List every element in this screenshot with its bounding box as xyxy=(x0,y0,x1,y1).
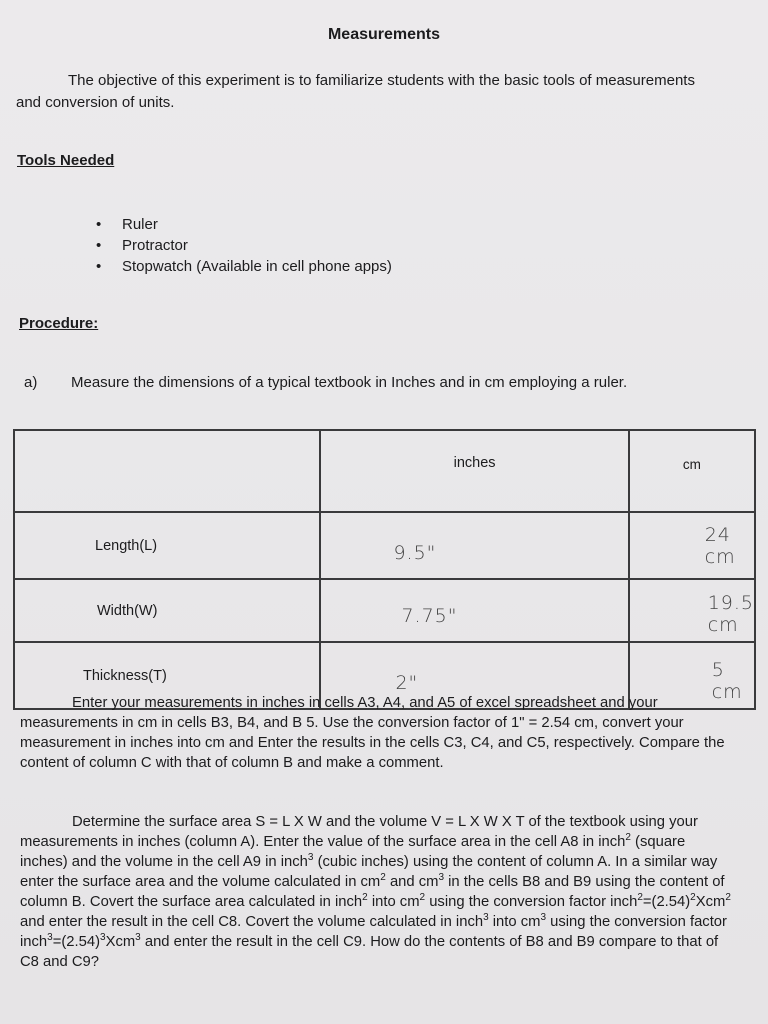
table-row xyxy=(14,579,755,642)
inches-value: 7.75" xyxy=(320,579,628,642)
inches-value: 9.5" xyxy=(320,512,628,579)
objective-text: The objective of this experiment is to familiarize students with the basic tools of measurements and conversion of units. xyxy=(16,72,695,111)
instructions-paragraph-1: Enter your measurements in inches in cells A3, A4, and A5 of excel spreadsheet and your measurements in cm in cells B3, B4, and B 5. Use the conversion factor of 1" = 2.54 cm, convert your measurement in inches into cm and Enter the results in the cells C3, C4, and C5, respectively. Compare the content of column C with that of column B and make a comment. xyxy=(20,695,725,771)
tools-list xyxy=(100,214,392,277)
row-label: Thickness(T) xyxy=(14,642,320,709)
table-header-cell: cm xyxy=(629,430,755,512)
table-header-cell: inches xyxy=(320,430,628,512)
measurements-table xyxy=(13,429,756,710)
table-row xyxy=(14,512,755,579)
tool-item: • Stopwatch (Available in cell phone apps) xyxy=(100,256,392,277)
procedure-heading: Procedure: xyxy=(19,315,99,332)
table-header-row xyxy=(14,430,755,512)
step-a-marker: a) xyxy=(24,374,38,391)
tool-item: • Protractor xyxy=(100,235,392,256)
cm-value: 19.5 cm xyxy=(629,579,755,642)
instructions-paragraph-2: Determine the surface area S = L X W and the volume V = L X W X T of the textbook using your measurements in inches (column A). Enter the value of the surface area in the cell A8 in inch$^2$ (square inches) and the volume in the cell A9 in inch$^3$ (cubic inches) using the content of column A. In a similar way enter the surface area and the volume calculated in $cm^2$ and $cm^3$ in the cells B8 and B9 using the content of column B. Covert the surface area calculated in inch$^2$ into $cm^2$ using the conversion factor $inch^2=(2.54)^2Xcm^2$ and enter the result in the cell C8. Covert the volume calculated in inch$^3$ into $cm^3$ using the conversion factor $inch^3=(2.54)^3Xcm^3$ and enter the result in the cell C9. How do the contents of B8 and B9 compare to that of C8 and C9? xyxy=(20,814,731,970)
row-label: Width(W) xyxy=(14,579,320,642)
row-label: Length(L) xyxy=(14,512,320,579)
table-header-cell xyxy=(14,430,320,512)
tools-heading: Tools Needed xyxy=(17,152,115,169)
cm-value: 24 cm xyxy=(629,512,755,579)
page-title: Measurements xyxy=(327,26,441,43)
step-a-text: Measure the dimensions of a typical textbook in Inches and in cm employing a ruler. xyxy=(71,374,628,391)
tool-item: • Ruler xyxy=(100,214,392,235)
inches-value: 2" xyxy=(320,642,628,709)
cm-value: 5 cm xyxy=(629,642,755,709)
